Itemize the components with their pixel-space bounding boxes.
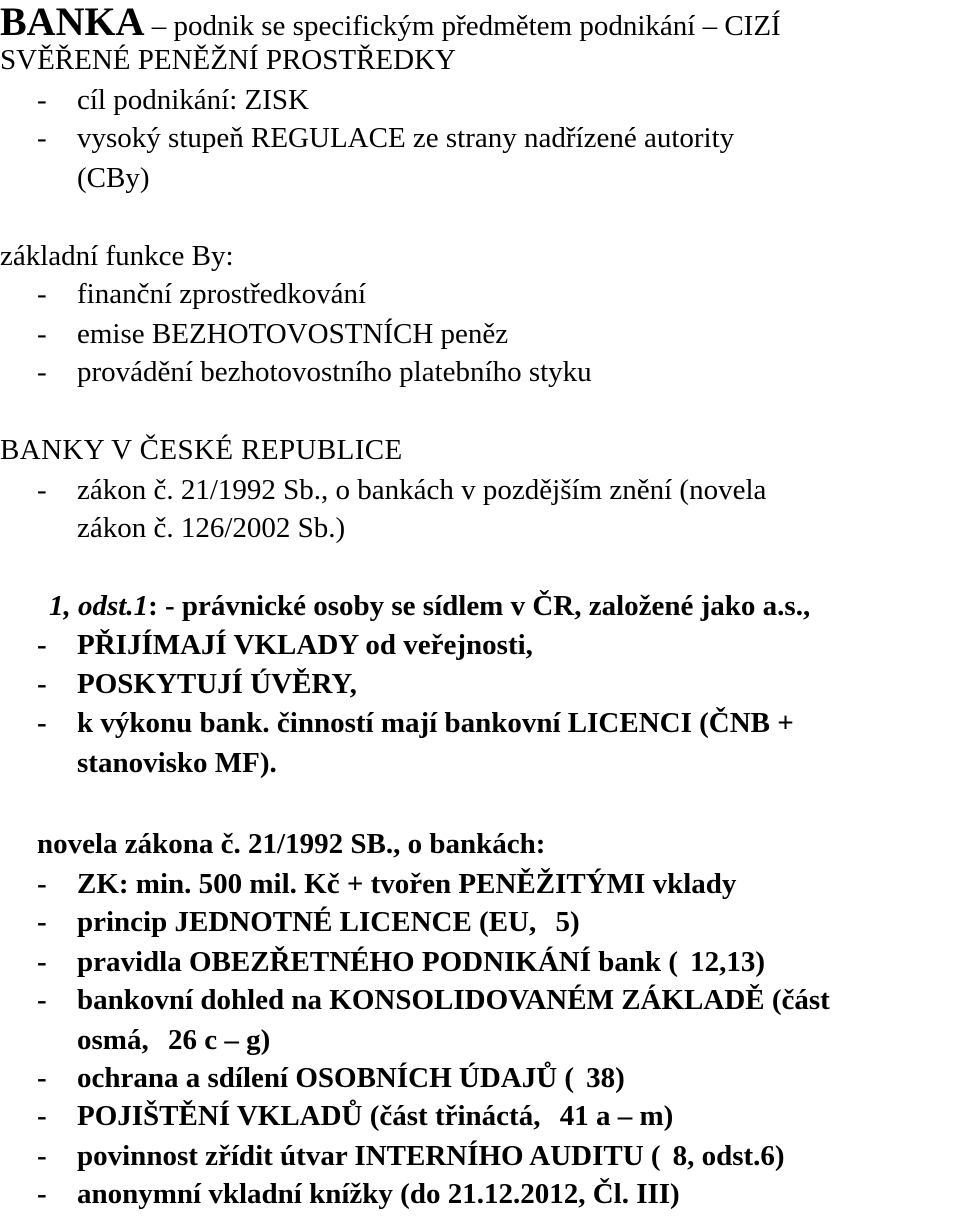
amendment-title: novela zákona č. 21/1992 SB., o bankách:	[37, 828, 546, 860]
functions-title: základní funkce By:	[0, 240, 234, 272]
bank-definition: – podnik se specifickým předmětem podnikání – CIZÍ	[144, 10, 781, 42]
paragraph-ref: 1, odst.1	[49, 590, 149, 622]
bank-definition-cont: SVĚŘENÉ PENĚŽNÍ PROSTŘEDKY	[0, 44, 456, 76]
bank-definition-line	[0, 0, 781, 44]
paragraph-1-line	[37, 588, 810, 624]
bank-title: BANKA	[0, 0, 145, 44]
document-page: BANKA – podnik se specifickým předmětem podnikání – CIZÍ SVĚŘENÉ PENĚŽNÍ PROSTŘEDKY - cíl podnikání: ZISK - vysoký stupeň REGULACE ze strany nadřízené autority (CBy) základní funkce By: - finanční zprostředkování - emise BEZHOTOVOSTNÍCH peněz - provádění bezhotovostního platebního styku BANKY V ČESKÉ REPUBLICE - zákon č. 21/1992 Sb., o bankách v pozdějším znění (novela zákon č. 126/2002 Sb.) 1, odst.1: - právnické osoby se sídlem v ČR, založené jako a.s., - PŘIJÍMAJÍ VKLADY od veřejnosti, - POSKYTUJÍ ÚVĚRY, - k výkonu bank. činností mají bankovní LICENCI (ČNB + stanovisko MF). novela zákona č. 21/1992 SB., o bankách: - ZK: min. 500 mil. Kč + tvořen PENĚŽITÝMI vklady - princip JEDNOTNÉ LICENCE (EU, 5) - pravidla OBEZŘETNÉHO PODNIKÁNÍ bank ( 12,13) - bankovní dohled na KONSOLIDOVANÉM ZÁKLADĚ (část osmá, 26 c – g) - ochrana a sdílení OSOBNÍCH ÚDAJŮ ( 38) - POJIŠTĚNÍ VKLADŮ (část třináctá, 41 a – m) - povinnost zřídit útvar INTERNÍHO AUDITU ( 8, odst.6) - anonymní vkladní knížky (do 21.12.2012, Čl. III)	[0, 0, 830, 1210]
paragraph-text: : - právnické osoby se sídlem v ČR, založené jako a.s.,	[148, 590, 811, 622]
czech-banks-title: BANKY V ČESKÉ REPUBLICE	[0, 434, 403, 466]
